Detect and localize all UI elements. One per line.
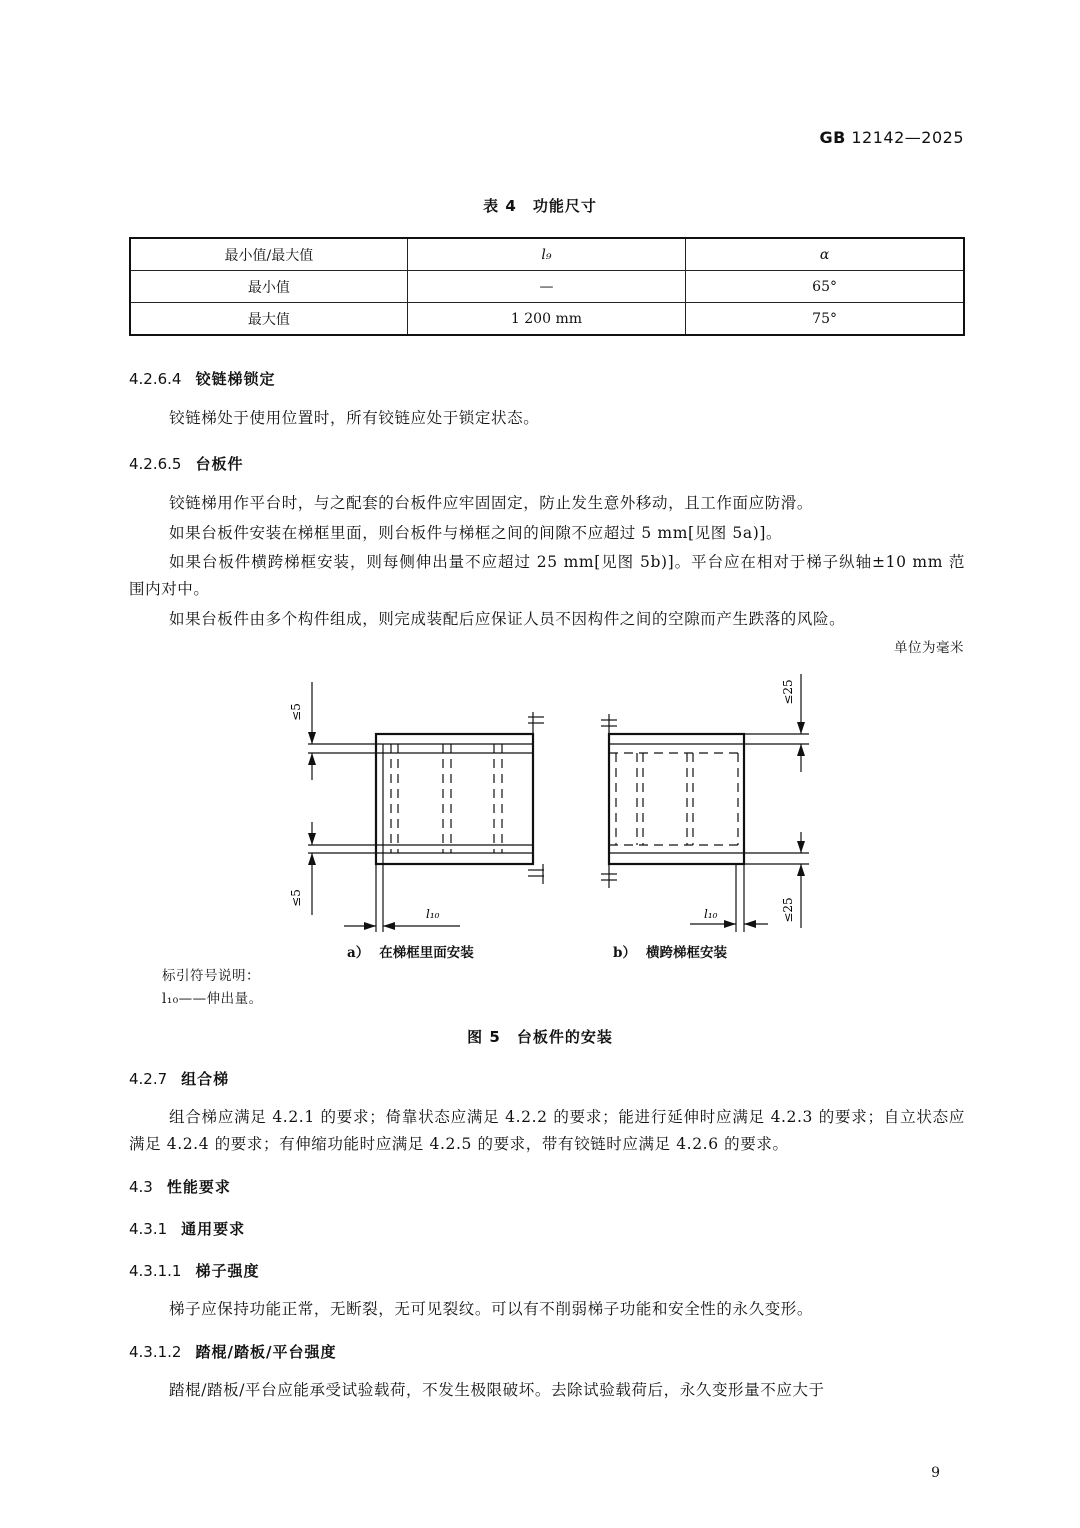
table4-caption: 表 4 功能尺寸 (483, 197, 597, 215)
section-number: 4.2.6.5 (129, 455, 182, 473)
paragraph: 组合梯应满足 4.2.1 的要求；倚靠状态应满足 4.2.2 的要求；能进行延伸时应满足 4.2.3 的要求；自立状态应满足 4.2.4 的要求；有伸缩功能时应满足 4.2.5 的要求，带有铰链时应满足 4.2.6 的要求。 (129, 1108, 965, 1153)
subfigure-title: 在梯框里面安装 (379, 945, 474, 961)
standard-prefix: GB (819, 128, 846, 147)
paragraph: 如果台板件由多个构件组成，则完成装配后应保证人员不因构件之间的空隙而产生跌落的风险。 (169, 610, 846, 628)
dim-label-le25-bottom: ≤25 (781, 897, 795, 923)
section-number: 4.3.1.1 (129, 1262, 182, 1280)
section-title: 梯子强度 (195, 1262, 260, 1280)
dim-label-l10-a: l₁₀ (426, 907, 440, 921)
unit-note: 单位为毫米 (894, 640, 964, 656)
section-title: 铰链梯锁定 (195, 370, 276, 388)
page-number: 9 (931, 1465, 940, 1481)
section-number: 4.3.1 (129, 1220, 168, 1238)
table-cell: 最小值 (130, 271, 407, 303)
section-heading-4311 (129, 1260, 260, 1281)
paragraph: 踏棍/踏板/平台应能承受试验载荷，不发生极限破坏。去除试验载荷后，永久变形量不应大于 (169, 1381, 825, 1399)
subfigure-letter: b） (613, 945, 636, 961)
section-number: 4.3.1.2 (129, 1343, 182, 1361)
paragraph: 如果台板件安装在梯框里面，则台板件与梯框之间的间隙不应超过 5 mm[见图 5a)]。 (169, 524, 783, 542)
dim-label-le5-bottom: ≤5 (289, 889, 303, 907)
table-cell: l₉ (407, 238, 685, 271)
table-cell: 75° (686, 303, 964, 336)
section-title: 踏棍/踏板/平台强度 (195, 1343, 337, 1361)
figure-key-item: l₁₀——伸出量。 (162, 991, 263, 1007)
table-cell: 65° (686, 271, 964, 303)
figure-key-title: 标引符号说明： (162, 968, 260, 984)
subfigure-title: 横跨梯框安装 (645, 945, 727, 961)
paragraph: 梯子应保持功能正常，无断裂，无可见裂纹。可以有不削弱梯子功能和安全性的永久变形。 (169, 1300, 814, 1318)
section-title: 性能要求 (166, 1178, 231, 1196)
paragraph: 铰链梯处于使用位置时，所有铰链应处于锁定状态。 (169, 409, 540, 427)
dim-label-le5-top: ≤5 (289, 703, 303, 721)
section-title: 台板件 (195, 455, 244, 473)
subfigure-letter: a） (347, 945, 370, 961)
section-number: 4.2.7 (129, 1070, 168, 1088)
dim-label-l10-b: l₁₀ (704, 907, 718, 921)
section-heading-4312 (129, 1341, 336, 1362)
section-heading-431 (129, 1218, 245, 1239)
table-cell: 1 200 mm (407, 303, 685, 336)
paragraph: 铰链梯用作平台时，与之配套的台板件应牢固固定，防止发生意外移动，且工作面应防滑。 (169, 494, 814, 512)
table-cell: 最小值/最大值 (130, 238, 407, 271)
section-number: 4.3 (129, 1178, 153, 1196)
table-cell: α (686, 238, 964, 271)
section-heading-43 (129, 1176, 231, 1197)
paragraph: 如果台板件横跨梯框安装，则每侧伸出量不应超过 25 mm[见图 5b)]。平台应在相对于梯子纵轴±10 mm 范围内对中。 (129, 553, 965, 598)
figure5b-caption (613, 941, 727, 961)
section-title: 组合梯 (181, 1070, 230, 1088)
table-cell: 最大值 (130, 303, 407, 336)
section-heading-427 (129, 1068, 229, 1089)
figure5-caption: 图 5 台板件的安装 (467, 1028, 613, 1046)
figure5a-caption (347, 941, 474, 961)
standard-number: 12142—2025 (851, 128, 964, 147)
table-cell: — (407, 271, 685, 303)
dim-label-le25-top: ≤25 (781, 679, 795, 705)
section-number: 4.2.6.4 (129, 370, 182, 388)
section-title: 通用要求 (181, 1220, 246, 1238)
